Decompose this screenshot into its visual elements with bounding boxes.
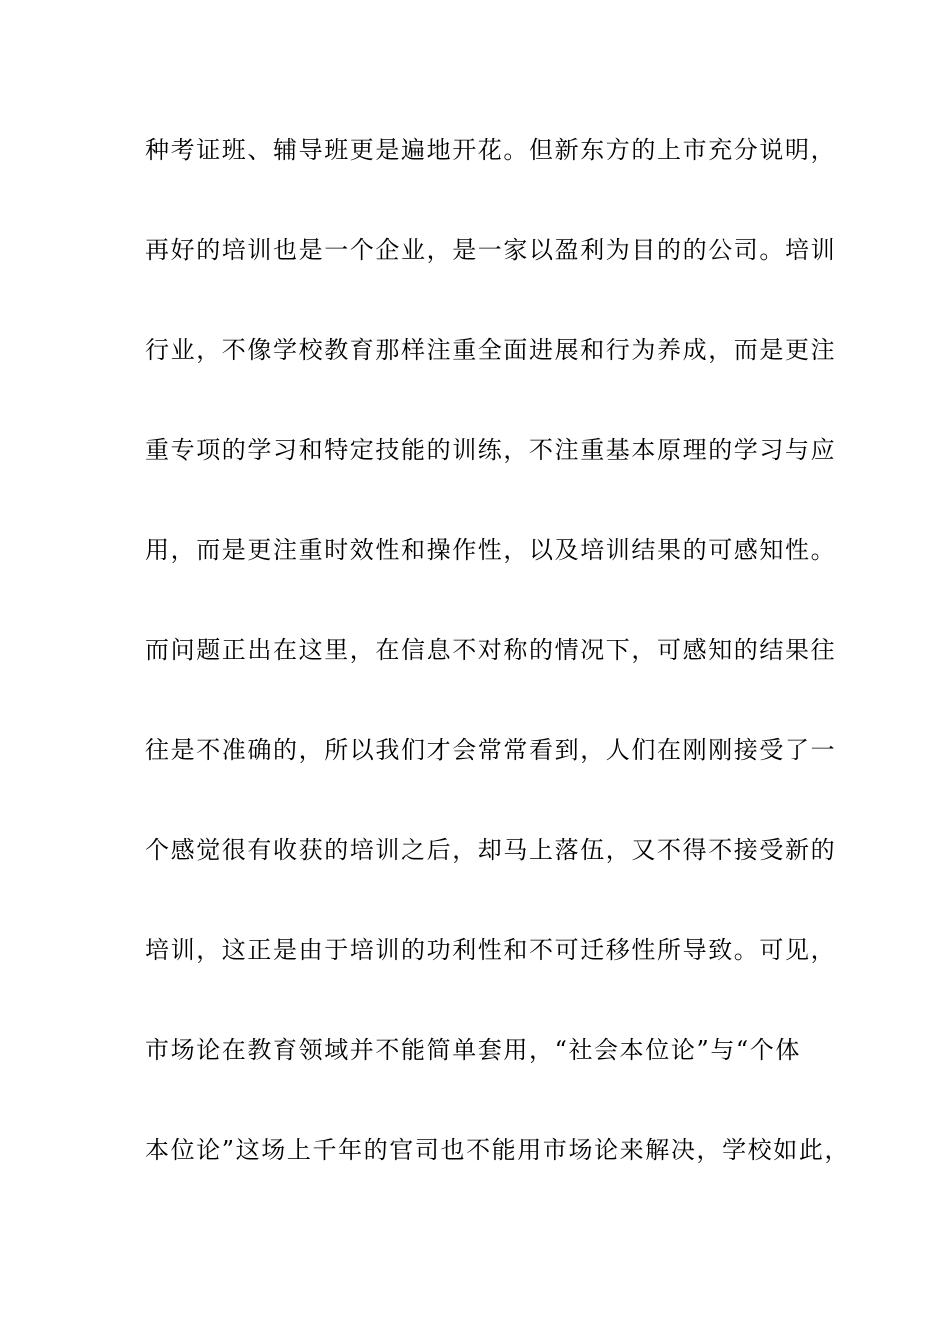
document-body bbox=[145, 127, 851, 1227]
text-line: 而问题正出在这里，在信息不对称的情况下，可感知的结果往 bbox=[145, 636, 837, 664]
text-line: 行业，不像学校教育那样注重全面进展和行为养成，而是更注 bbox=[145, 336, 837, 364]
text-line: 个感觉很有收获的培训之后，却马上落伍，又不得不接受新的 bbox=[145, 836, 837, 864]
text-line: 培训，这正是由于培训的功利性和不可迁移性所导致。可见， bbox=[145, 936, 837, 964]
text-line: 重专项的学习和特定技能的训练，不注重基本原理的学习与应 bbox=[145, 436, 837, 464]
text-line: 本位论”这场上千年的官司也不能用市场论来解决，学校如此， bbox=[145, 1136, 851, 1164]
text-line: 种考证班、辅导班更是遍地开花。但新东方的上市充分说明， bbox=[145, 136, 837, 164]
text-line: 市场论在教育领域并不能简单套用，“社会本位论”与“个体 bbox=[145, 1036, 802, 1064]
text-line: 用，而是更注重时效性和操作性，以及培训结果的可感知性。 bbox=[145, 536, 837, 564]
text-line: 再好的培训也是一个企业，是一家以盈利为目的的公司。培训 bbox=[145, 236, 837, 264]
text-line: 往是不准确的，所以我们才会常常看到，人们在刚刚接受了一 bbox=[145, 736, 837, 764]
